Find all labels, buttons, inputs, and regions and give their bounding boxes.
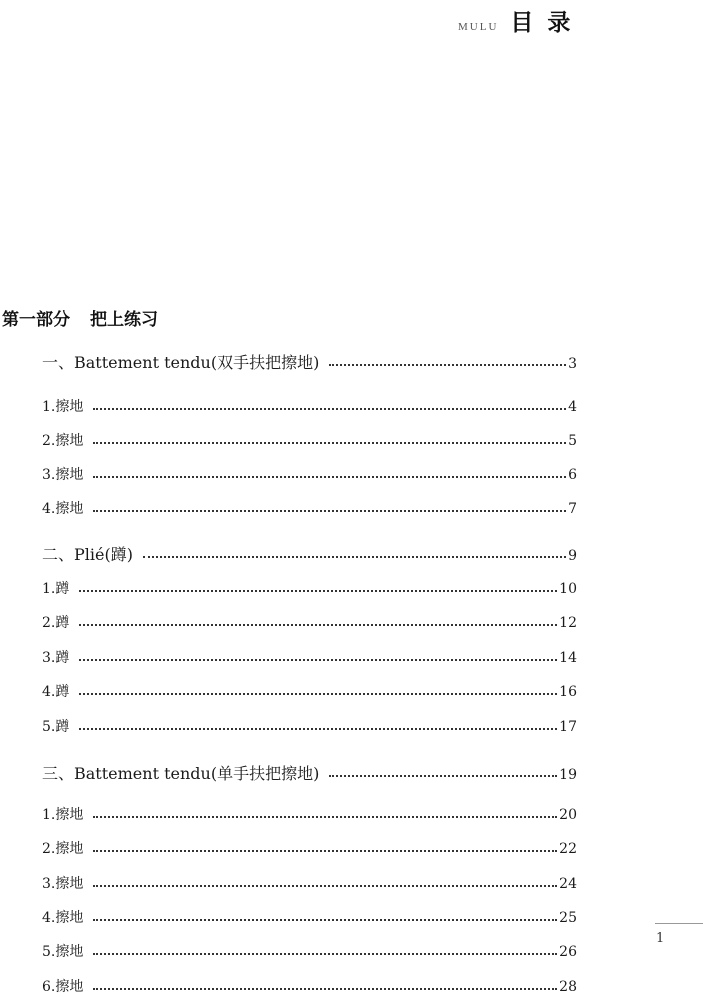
toc-entry[interactable] bbox=[42, 907, 577, 927]
toc-page-number: 25 bbox=[559, 910, 577, 926]
toc-page-number: 5 bbox=[568, 433, 577, 449]
toc-entry-label: 4.擦地 bbox=[42, 910, 84, 926]
toc-section[interactable] bbox=[42, 761, 577, 784]
dot-leader bbox=[79, 624, 557, 626]
dot-leader bbox=[79, 693, 557, 695]
toc-page-number: 7 bbox=[568, 501, 577, 517]
running-header bbox=[458, 4, 584, 37]
toc-entry-label: 5.蹲 bbox=[42, 719, 70, 735]
toc-page-number: 4 bbox=[568, 399, 577, 415]
toc-entry-label: 2.蹲 bbox=[42, 615, 70, 631]
toc-page-number: 12 bbox=[559, 615, 577, 631]
toc-entry-label: 2.擦地 bbox=[42, 841, 84, 857]
dot-leader bbox=[93, 476, 566, 478]
toc-page-number: 17 bbox=[559, 719, 577, 735]
header-chinese: 目录 bbox=[510, 10, 585, 36]
toc-page-number: 6 bbox=[568, 467, 577, 483]
dot-leader bbox=[93, 408, 566, 410]
dot-leader bbox=[329, 364, 566, 366]
toc-entry-label: 2.擦地 bbox=[42, 433, 84, 449]
toc-entry[interactable] bbox=[42, 873, 577, 893]
toc-page-number: 3 bbox=[568, 356, 577, 372]
toc-section[interactable] bbox=[42, 542, 577, 565]
toc-page-number: 20 bbox=[559, 807, 577, 823]
toc-entry-label: 二、Plié(蹲) bbox=[42, 545, 133, 564]
toc-entry[interactable] bbox=[42, 838, 577, 858]
toc-entry-label: 5.擦地 bbox=[42, 944, 84, 960]
toc-entry[interactable] bbox=[42, 430, 577, 450]
toc-entry-label: 三、Battement tendu(单手扶把擦地) bbox=[42, 764, 320, 783]
toc-entry-label: 6.擦地 bbox=[42, 979, 84, 995]
dot-leader bbox=[143, 556, 566, 558]
toc-page-number: 9 bbox=[568, 548, 577, 564]
part-heading bbox=[2, 305, 158, 330]
toc-entry-label: 4.蹲 bbox=[42, 684, 70, 700]
toc-entry-label: 3.擦地 bbox=[42, 467, 84, 483]
toc-entry[interactable] bbox=[42, 396, 577, 416]
toc-page-number: 24 bbox=[559, 876, 577, 892]
toc-entry[interactable] bbox=[42, 498, 577, 518]
part-number: 第一部分 bbox=[2, 310, 70, 330]
toc-entry[interactable] bbox=[42, 578, 577, 598]
page-number: 1 bbox=[656, 931, 665, 946]
dot-leader bbox=[93, 919, 557, 921]
toc-entry[interactable] bbox=[42, 976, 577, 996]
toc-entry[interactable] bbox=[42, 681, 577, 701]
header-english: MULU bbox=[458, 21, 499, 33]
dot-leader bbox=[93, 850, 557, 852]
dot-leader bbox=[79, 590, 557, 592]
toc-entry[interactable] bbox=[42, 464, 577, 484]
folio-rule bbox=[655, 923, 703, 924]
toc-page-number: 22 bbox=[559, 841, 577, 857]
toc-section[interactable] bbox=[42, 350, 577, 373]
toc-entry-label: 1.擦地 bbox=[42, 399, 84, 415]
toc-entry-label: 4.擦地 bbox=[42, 501, 84, 517]
dot-leader bbox=[93, 953, 557, 955]
dot-leader bbox=[79, 659, 557, 661]
part-title: 把上练习 bbox=[90, 310, 158, 330]
toc-entry[interactable] bbox=[42, 941, 577, 961]
toc-page-number: 28 bbox=[559, 979, 577, 995]
toc-entry-label: 1.蹲 bbox=[42, 581, 70, 597]
toc-entry[interactable] bbox=[42, 612, 577, 632]
toc-entry-label: 一、Battement tendu(双手扶把擦地) bbox=[42, 353, 320, 372]
toc-entry[interactable] bbox=[42, 804, 577, 824]
dot-leader bbox=[93, 885, 557, 887]
dot-leader bbox=[79, 728, 557, 730]
toc-entry-label: 3.擦地 bbox=[42, 876, 84, 892]
toc-page-number: 26 bbox=[559, 944, 577, 960]
dot-leader bbox=[93, 816, 557, 818]
toc-page-number: 16 bbox=[559, 684, 577, 700]
toc-page-number: 19 bbox=[559, 767, 577, 783]
toc-entry-label: 3.蹲 bbox=[42, 650, 70, 666]
dot-leader bbox=[93, 442, 566, 444]
dot-leader bbox=[93, 988, 557, 990]
toc-entry[interactable] bbox=[42, 716, 577, 736]
dot-leader bbox=[93, 510, 566, 512]
toc-entry[interactable] bbox=[42, 647, 577, 667]
dot-leader bbox=[329, 775, 557, 777]
toc-entry-label: 1.擦地 bbox=[42, 807, 84, 823]
toc-page-number: 10 bbox=[559, 581, 577, 597]
toc-page-number: 14 bbox=[559, 650, 577, 666]
